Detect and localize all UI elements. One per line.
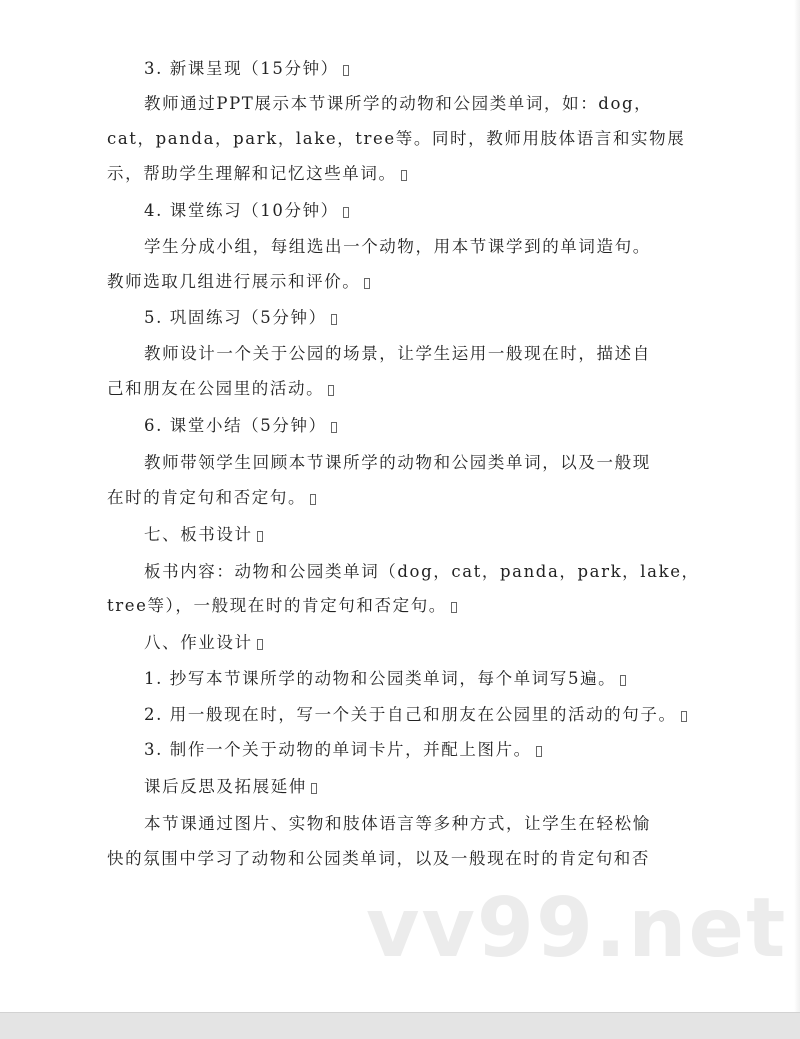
paragraph-mark-icon: [401, 170, 407, 181]
line-13: 在时的肯定句和否定句。: [107, 486, 316, 510]
line-1: 3. 新课呈现（15分钟）: [144, 57, 349, 81]
paragraph-mark-icon: [257, 531, 263, 542]
line-19: 2. 用一般现在时，写一个关于自己和朋友在公园里的活动的句子。: [144, 703, 687, 727]
line-17: 八、作业设计: [144, 631, 263, 655]
watermark-text: vv99.net: [366, 881, 788, 976]
line-11: 6. 课堂小结（5分钟）: [144, 414, 337, 438]
line-22: 本节课通过图片、实物和肢体语言等多种方式，让学生在轻松愉: [144, 814, 651, 833]
line-5: 4. 课堂练习（10分钟）: [144, 199, 349, 223]
line-9: 教师设计一个关于公园的场景，让学生运用一般现在时，描述自: [144, 344, 651, 363]
paragraph-mark-icon: [328, 385, 334, 396]
line-20: 3. 制作一个关于动物的单词卡片，并配上图片。: [144, 738, 542, 762]
bottom-scroll-bar[interactable]: [0, 1012, 800, 1039]
line-16: tree等），一般现在时的肯定句和否定句。: [107, 594, 457, 618]
line-10: 己和朋友在公园里的活动。: [107, 377, 334, 401]
paragraph-mark-icon: [536, 746, 542, 757]
paragraph-mark-icon: [451, 602, 457, 613]
line-7: 教师选取几组进行展示和评价。: [107, 270, 370, 294]
line-4: 示，帮助学生理解和记忆这些单词。: [107, 162, 407, 186]
line-23: 快的氛围中学习了动物和公园类单词，以及一般现在时的肯定句和否: [107, 849, 650, 868]
paragraph-mark-icon: [331, 314, 337, 325]
paragraph-mark-icon: [343, 65, 349, 76]
line-6: 学生分成小组，每组选出一个动物，用本节课学到的单词造句。: [144, 237, 651, 256]
paragraph-mark-icon: [257, 639, 263, 650]
paragraph-mark-icon: [343, 207, 349, 218]
paragraph-mark-icon: [620, 675, 626, 686]
line-21: 课后反思及拓展延伸: [144, 775, 317, 799]
line-18: 1. 抄写本节课所学的动物和公园类单词，每个单词写5遍。: [144, 667, 626, 691]
line-12: 教师带领学生回顾本节课所学的动物和公园类单词，以及一般现: [144, 453, 651, 472]
line-3: cat，panda，park，lake，tree等。同时，教师用肢体语言和实物展: [107, 129, 686, 148]
paragraph-mark-icon: [681, 711, 687, 722]
paragraph-mark-icon: [364, 278, 370, 289]
line-15: 板书内容：动物和公园类单词（dog，cat，panda，park，lake，: [144, 562, 700, 581]
line-14: 七、板书设计: [144, 523, 263, 547]
paragraph-mark-icon: [311, 783, 317, 794]
line-2: 教师通过PPT展示本节课所学的动物和公园类单词，如：dog，: [144, 94, 653, 113]
page-edge-shadow: [794, 0, 800, 1012]
paragraph-mark-icon: [310, 494, 316, 505]
line-8: 5. 巩固练习（5分钟）: [144, 306, 337, 330]
paragraph-mark-icon: [331, 422, 337, 433]
